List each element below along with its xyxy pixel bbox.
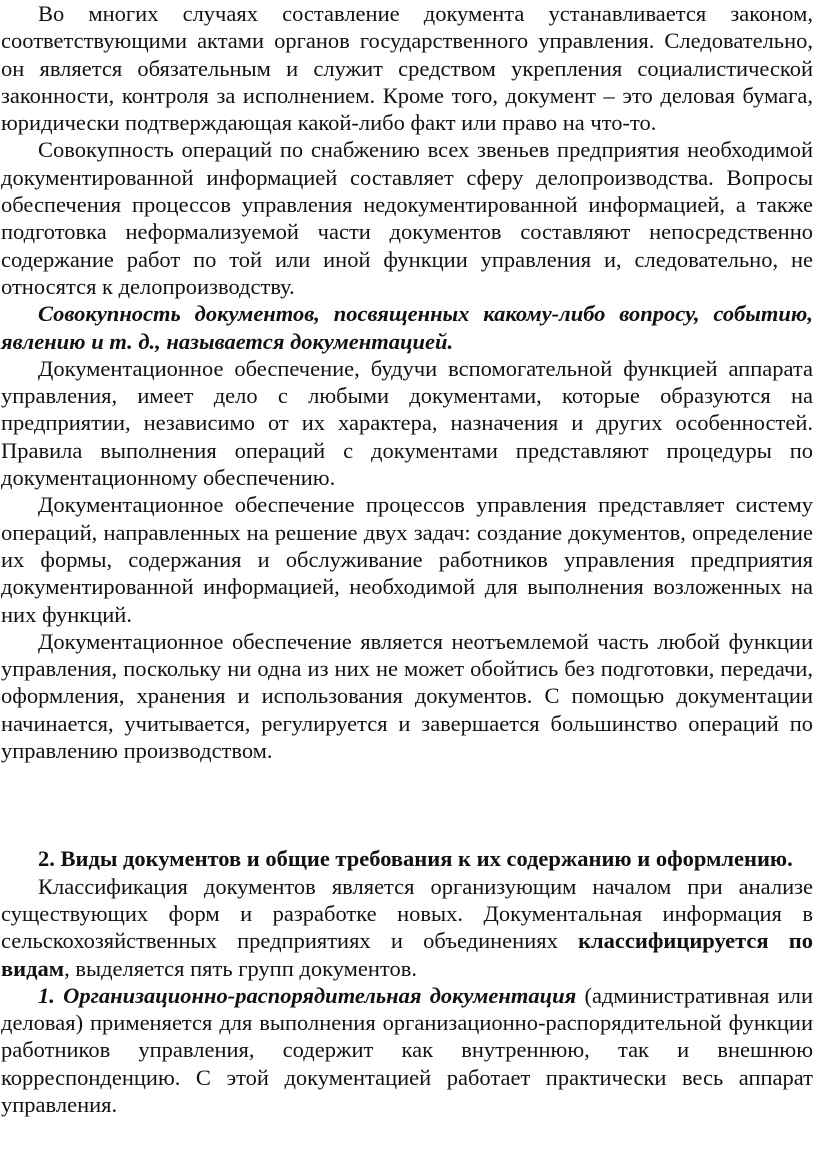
classification-bold: классифицируется по видам — [1, 928, 814, 981]
paragraph-group-1 — [1, 982, 813, 1118]
paragraph-system-of-operations: Документационное обеспечение процессов управления представляет систему операций, направленных на решение двух задач: создание документов, определение их формы, содержания и обслуживание работников управления предприятия документированной информацией, необходимой для выполнения возложенных на них функций. — [1, 492, 813, 627]
paragraph-definition: Совокупность документов, посвященных какому-либо вопросу, событию, явлению и т. д., называется документацией. — [1, 301, 813, 354]
classification-text-start: Классификация документов является организующим началом при анализе существующих форм и разработке новых. Документальная информация в сельскохозяйственных предприятиях и объединениях — [1, 873, 813, 954]
group-1-text: (административная или деловая) применяется для выполнения организационно-распорядительной функции работников управления, содержит как внутреннюю, так и внешнюю корреспонденцию. С этой документацией работает практически весь аппарат управления. — [1, 982, 813, 1117]
paragraph-classification — [1, 873, 813, 982]
paragraph-documentation-support: Документационное обеспечение, будучи вспомогательной функцией аппарата управления, имеет дело с любыми документами, которые образуются на предприятии, независимо от их характера, назначения и других особенностей. Правила выполнения операций с документами представляют процедуры по документационному обеспечению. — [1, 355, 813, 491]
classification-text-end: , выделяется пять групп документов. — [64, 955, 417, 981]
section-heading: 2. Виды документов и общие требования к их содержанию и оформлению. — [38, 846, 793, 872]
paragraph-integral-part: Документационное обеспечение является неотъемлемой часть любой функции управления, поскольку ни одна из них не может обойтись без подготовки, передачи, оформления, хранения и использования документов. С помощью документации начинается, учитывается, регулируется и завершается большинство операций по управлению производством. — [1, 628, 813, 764]
paragraph-law: Во многих случаях составление документа устанавливается законом, соответствующими актами органов государственного управления. Следовательно, он является обязательным и служит средством укрепления социалистической законности, контроля за исполнением. Кроме того, документ – это деловая бумага, юридически подтверждающая какой-либо факт или право на что-то. — [1, 1, 813, 136]
group-1-title: 1. Организационно-распорядительная документация — [38, 982, 577, 1008]
paragraph-records-management: Совокупность операций по снабжению всех звеньев предприятия необходимой документированной информацией составляет сферу делопроизводства. Вопросы обеспечения процессов управления недокументированной информацией, а также подготовка неформализуемой части документов составляют непосредственно содержание работ по той или иной функции управления и, следовательно, не относятся к делопроизводству. — [1, 137, 813, 299]
blank-space — [1, 764, 813, 845]
